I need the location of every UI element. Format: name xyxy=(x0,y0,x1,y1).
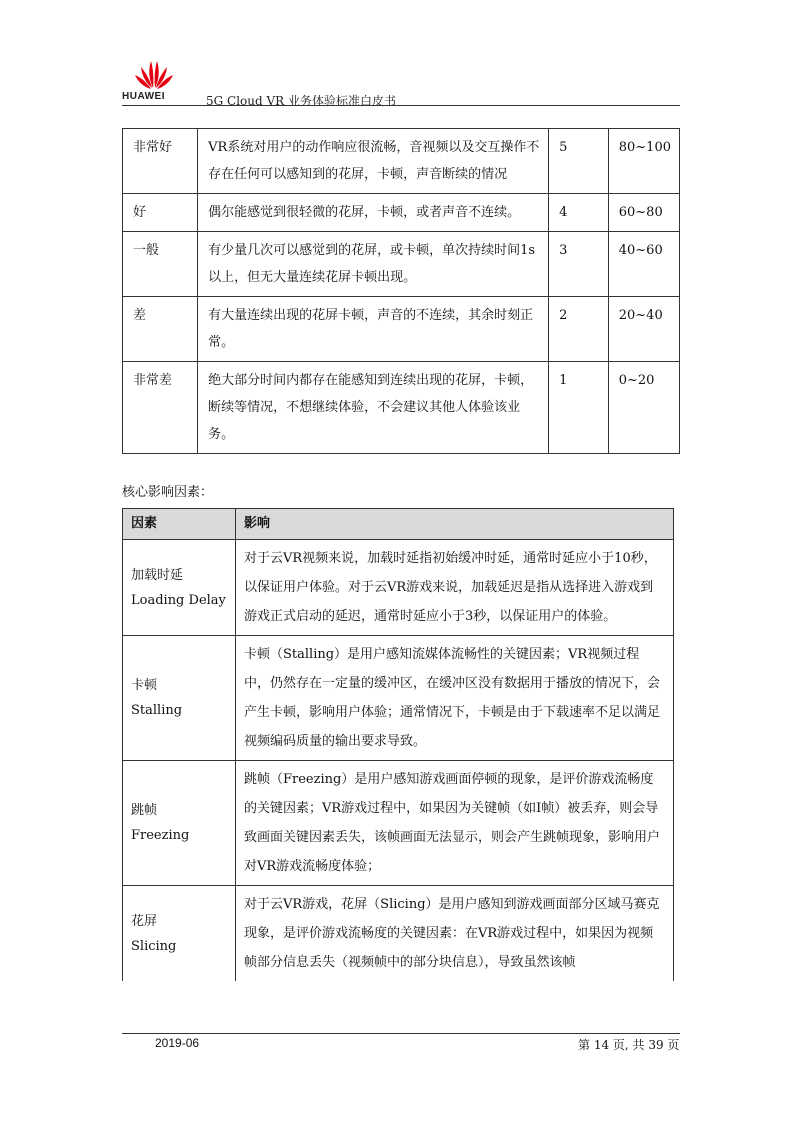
factor-name xyxy=(123,540,236,636)
factor-name-zh: 卡顿 xyxy=(131,678,158,693)
table-row xyxy=(123,129,680,194)
huawei-petal-icon xyxy=(134,58,174,90)
rating-level: 一般 xyxy=(123,232,198,297)
rating-score: 2 xyxy=(549,297,609,362)
rating-description: 绝大部分时间内都存在能感知到连续出现的花屏，卡顿，断续等情况，不想继续体验，不会建议其他人体验该业务。 xyxy=(198,362,549,454)
factor-name-zh: 花屏 xyxy=(131,913,158,929)
rating-range: 20~40 xyxy=(608,297,679,362)
factor-name xyxy=(123,636,236,761)
page-header xyxy=(122,58,680,106)
table-row xyxy=(123,232,680,297)
table-row xyxy=(123,297,680,362)
page-number: 第 14 页, 共 39 页 xyxy=(578,1038,680,1052)
factor-impact: 对于云VR游戏，花屏（Slicing）是用户感知到游戏画面部分区域马赛克现象，是评价游戏流畅度的关键因素：在VR游戏过程中，如果因为视频帧部分信息丢失（视频帧中的部分块信息），导致虽然该帧 xyxy=(236,886,674,982)
rating-description: 偶尔能感觉到很轻微的花屏，卡顿，或者声音不连续。 xyxy=(198,194,549,232)
rating-score: 3 xyxy=(549,232,609,297)
factor-name-en: Stalling xyxy=(131,703,183,718)
rating-level: 好 xyxy=(123,194,198,232)
factor-name-zh: 跳帧 xyxy=(131,803,158,818)
table-row xyxy=(123,194,680,232)
table-header-row xyxy=(123,509,674,540)
factor-name xyxy=(123,886,236,982)
section-heading: 核心影响因素： xyxy=(122,485,214,500)
rating-range: 0~20 xyxy=(608,362,679,454)
column-header-factor: 因素 xyxy=(123,509,236,540)
factor-impact: 对于云VR视频来说，加载时延指初始缓冲时延，通常时延应小于10秒，以保证用户体验。对于云VR游戏来说，加载延迟是指从选择进入游戏到游戏正式启动的延迟，通常时延应小于3秒，以保证用户的体验。 xyxy=(236,540,674,636)
table-row xyxy=(123,362,680,454)
rating-level: 非常好 xyxy=(123,129,198,194)
factor-name-en: Freezing xyxy=(131,828,190,843)
factor-name-en: Loading Delay xyxy=(131,592,226,608)
rating-level: 差 xyxy=(123,297,198,362)
rating-table xyxy=(122,128,680,454)
huawei-logo xyxy=(122,58,186,106)
table-row xyxy=(123,886,674,982)
header-divider xyxy=(122,105,680,106)
rating-description: 有少量几次可以感觉到的花屏，或卡顿，单次持续时间1s以上，但无大量连续花屏卡顿出现。 xyxy=(198,232,549,297)
factor-table xyxy=(122,508,674,981)
factor-name-zh: 加载时延 xyxy=(131,567,184,583)
factor-impact: 跳帧（Freezing）是用户感知游戏画面停顿的现象，是评价游戏流畅度的关键因素；VR游戏过程中，如果因为关键帧（如I帧）被丢弃，则会导致画面关键因素丢失，该帧画面无法显示，则会产生跳帧现象，影响用户对VR游戏流畅度体验； xyxy=(236,761,674,886)
column-header-impact: 影响 xyxy=(236,509,674,540)
rating-score: 1 xyxy=(549,362,609,454)
footer-date: 2019-06 xyxy=(155,1036,200,1050)
table-row xyxy=(123,761,674,886)
table-row xyxy=(123,540,674,636)
factor-name-en: Slicing xyxy=(131,938,177,954)
rating-score: 4 xyxy=(549,194,609,232)
rating-description: VR系统对用户的动作响应很流畅，音视频以及交互操作不存在任何可以感知到的花屏，卡顿，声音断续的情况 xyxy=(198,129,549,194)
document-title: 5G Cloud VR 业务体验标准白皮书 xyxy=(206,94,397,108)
logo-wordmark: HUAWEI xyxy=(122,91,165,102)
rating-description: 有大量连续出现的花屏卡顿，声音的不连续，其余时刻正常。 xyxy=(198,297,549,362)
rating-level: 非常差 xyxy=(123,362,198,454)
rating-range: 40~60 xyxy=(608,232,679,297)
rating-range: 60~80 xyxy=(608,194,679,232)
rating-range: 80~100 xyxy=(608,129,679,194)
footer-divider xyxy=(122,1033,680,1034)
table-row xyxy=(123,636,674,761)
rating-score: 5 xyxy=(549,129,609,194)
factor-name xyxy=(123,761,236,886)
factor-impact: 卡顿（Stalling）是用户感知流媒体流畅性的关键因素；VR视频过程中，仍然存在一定量的缓冲区，在缓冲区没有数据用于播放的情况下，会产生卡顿，影响用户体验；通常情况下，卡顿是由于下载速率不足以满足视频编码质量的输出要求导致。 xyxy=(236,636,674,761)
